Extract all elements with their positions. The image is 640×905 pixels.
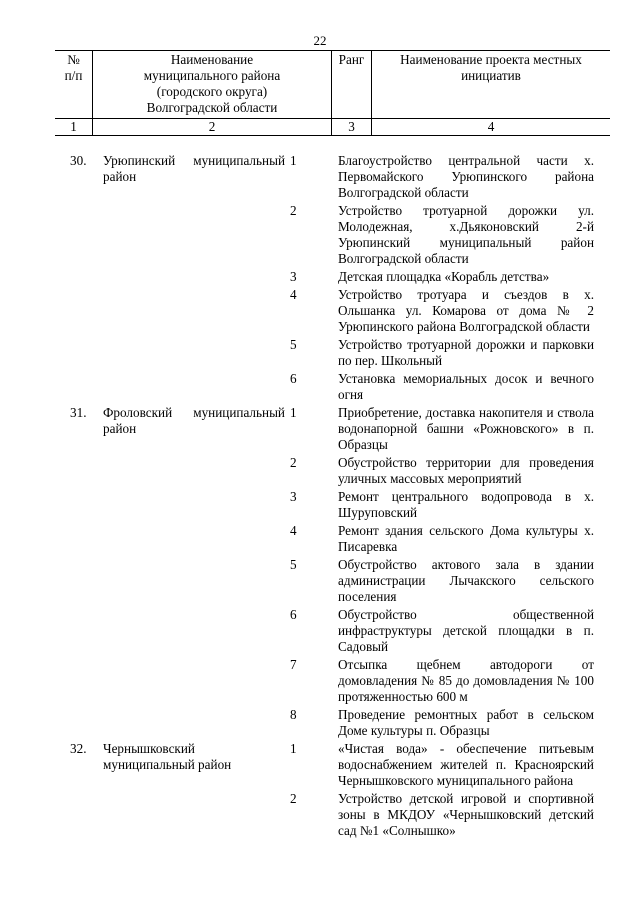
project-rank: 2 (290, 791, 297, 806)
header-col-district (93, 51, 332, 118)
table-header (55, 50, 610, 136)
project-row (0, 371, 640, 403)
header-num-4: 4 (487, 119, 495, 134)
project-rank: 1 (290, 405, 297, 420)
project-name: Устройство тротуарной дорожки ул. Молодежная, х.Дьяконовский 2-й Урюпинский муниципальный район Волгоградской области (338, 203, 594, 266)
project-name: Устройство тротуара и съездов в х. Ольшанка ул. Комарова от дома № 2 Урюпинского района Волгоградской области (338, 287, 594, 334)
project-rank: 2 (290, 203, 297, 218)
project-row (0, 657, 640, 705)
district-name: Урюпинский муниципальный район (103, 153, 285, 184)
project-rank: 7 (290, 657, 297, 672)
district-number: 31. (70, 405, 87, 420)
project-rank: 6 (290, 607, 297, 622)
project-rank: 5 (290, 557, 297, 572)
project-row (0, 607, 640, 655)
header-col-number-text: № п/п (64, 52, 83, 83)
project-row (0, 455, 640, 487)
district-name: Фроловский муниципальный район (103, 405, 285, 436)
project-name: Ремонт здания сельского Дома культуры х. Писаревка (338, 523, 594, 554)
project-name: Благоустройство центральной части х. Первомайского Урюпинского района Волгоградской области (338, 153, 594, 200)
district-number: 30. (70, 153, 87, 168)
project-row (0, 203, 640, 267)
project-name: Отсыпка щебнем автодороги от домовладения № 85 до домовладения № 100 протяженностью 600 м (338, 657, 594, 704)
project-row (0, 287, 640, 335)
project-rank: 4 (290, 287, 297, 302)
header-col-district-text: Наименование муниципального района (городского округа) Волгоградской области (143, 52, 281, 115)
district-group (0, 153, 640, 403)
project-row (0, 523, 640, 555)
project-name: Детская площадка «Корабль детства» (338, 269, 550, 284)
district-group (0, 405, 640, 739)
header-col-project-text: Наименование проекта местных инициатив (400, 52, 582, 83)
project-row (0, 337, 640, 369)
header-num-3: 3 (332, 119, 372, 135)
table-body (0, 153, 640, 841)
project-name: Обустройство общественной инфраструктуры детской площадки в п. Садовый (338, 607, 594, 654)
project-row (0, 791, 640, 839)
project-row (0, 489, 640, 521)
district-name: Чернышковский муниципальный район (103, 741, 232, 772)
header-num-2: 2 (93, 119, 332, 135)
header-num-1: 1 (55, 119, 93, 135)
page-number: 22 (313, 33, 327, 48)
project-rank: 5 (290, 337, 297, 352)
project-rank: 1 (290, 153, 297, 168)
project-name: Обустройство актового зала в здании администрации Лычакского сельского поселения (338, 557, 594, 604)
project-name: Ремонт центрального водопровода в х. Шуруповский (338, 489, 594, 520)
project-row (0, 269, 640, 285)
project-rank: 3 (290, 489, 297, 504)
project-rank: 6 (290, 371, 297, 386)
project-row (0, 153, 640, 201)
project-name: «Чистая вода» - обеспечение питьевым водоснабжением жителей п. Красноярский Чернышковского муниципального района (338, 741, 594, 788)
project-rank: 2 (290, 455, 297, 470)
district-number: 32. (70, 741, 87, 756)
project-row (0, 405, 640, 453)
project-rank: 1 (290, 741, 297, 756)
project-row (0, 707, 640, 739)
project-name: Проведение ремонтных работ в сельском Доме культуры п. Образцы (338, 707, 594, 738)
district-group (0, 741, 640, 839)
project-name: Устройство тротуарной дорожки и парковки по пер. Школьный (338, 337, 594, 368)
header-col-number (55, 51, 93, 118)
header-col-rank-text: Ранг (338, 52, 365, 67)
project-rank: 8 (290, 707, 297, 722)
project-name: Устройство детской игровой и спортивной зоны в МКДОУ «Чернышковский детский сад №1 «Солнышко» (338, 791, 594, 838)
header-col-project (372, 51, 610, 118)
project-row (0, 741, 640, 789)
header-col-rank (332, 51, 372, 118)
project-rank: 3 (290, 269, 297, 284)
project-name: Приобретение, доставка накопителя и ствола водонапорной башни «Рожновского» в п. Образцы (338, 405, 594, 452)
project-row (0, 557, 640, 605)
project-rank: 4 (290, 523, 297, 538)
project-name: Обустройство территории для проведения уличных массовых мероприятий (338, 455, 594, 486)
project-name: Установка мемориальных досок и вечного огня (338, 371, 594, 402)
